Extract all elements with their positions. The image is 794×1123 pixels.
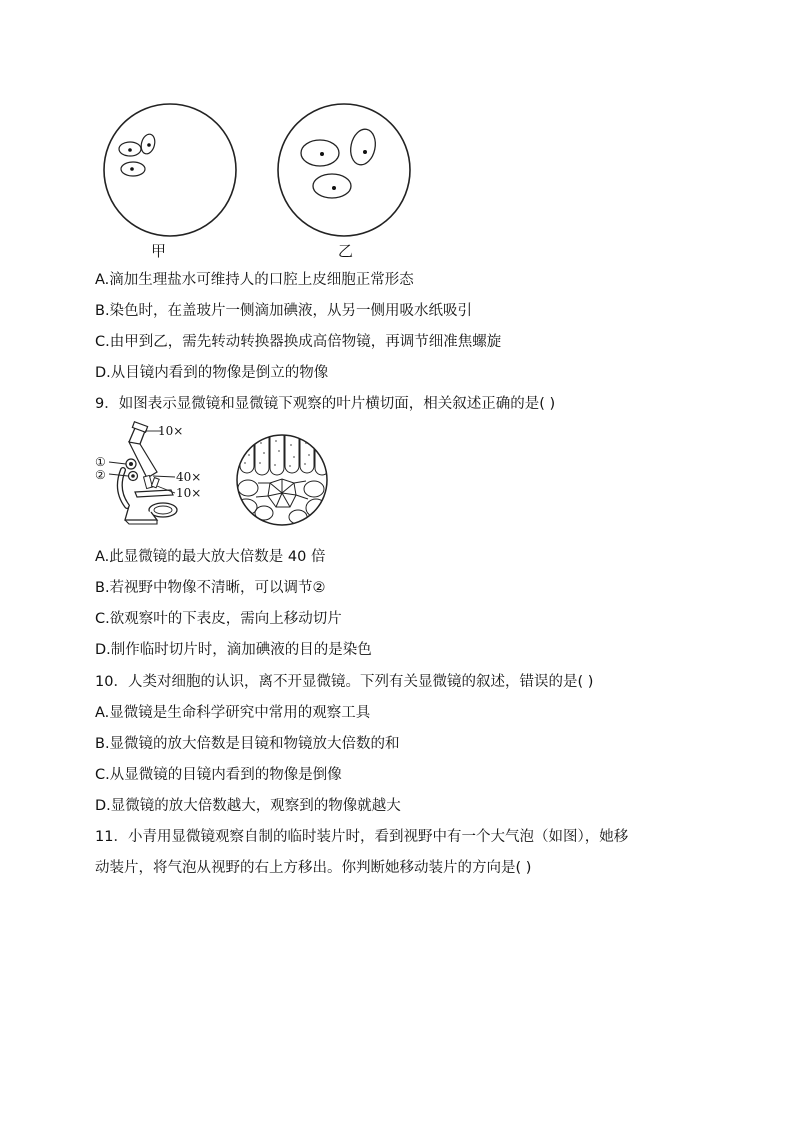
q10-option-c: C.从显微镜的目镜内看到的物像是倒像	[95, 767, 342, 783]
field-of-view-figure	[95, 98, 425, 266]
q9-option-a: A.此显微镜的最大放大倍数是 40 倍	[95, 549, 326, 565]
q8-option-a: A.滴加生理盐水可维持人的口腔上皮细胞正常形态	[95, 272, 414, 288]
q9-option-c: C.欲观察叶的下表皮，需向上移动切片	[95, 611, 342, 627]
figure-label-jia: 甲	[151, 242, 167, 260]
q8-option-c: C.由甲到乙，需先转动转换器换成高倍物镜，再调节细准焦螺旋	[95, 334, 502, 350]
field-jia	[104, 104, 236, 236]
q9-option-d: D.制作临时切片时，滴加碘液的目的是染色	[95, 642, 372, 658]
figure-label-yi: 乙	[338, 242, 354, 260]
microscope-eyepiece-label: 10×	[158, 424, 184, 438]
q9-stem: 9．如图表示显微镜和显微镜下观察的叶片横切面，相关叙述正确的是( )	[95, 396, 556, 412]
microscope-objective-high-label: 40×	[176, 470, 202, 484]
microscope-objective-low-label: 10×	[176, 486, 202, 500]
q11-stem-line1: 11．小青用显微镜观察自制的临时装片时，看到视野中有一个大气泡（如图），她移	[95, 829, 629, 845]
q8-option-b: B.染色时，在盖玻片一侧滴加碘液，从另一侧用吸水纸吸引	[95, 303, 473, 319]
microscope-part2-label: ②	[95, 468, 106, 482]
q9-option-b: B.若视野中物像不清晰，可以调节②	[95, 580, 326, 596]
leaf-cross-section-figure	[234, 433, 330, 527]
field-yi	[278, 104, 410, 236]
q8-option-d: D.从目镜内看到的物像是倒立的物像	[95, 365, 329, 381]
q10-option-d: D.显微镜的放大倍数越大，观察到的物像就越大	[95, 798, 401, 814]
q11-stem-line2: 动装片，将气泡从视野的右上方移出。你判断她移动装片的方向是( )	[95, 860, 532, 876]
q10-option-b: B.显微镜的放大倍数是目镜和物镜放大倍数的和	[95, 736, 400, 752]
q10-stem: 10．人类对细胞的认识，离不开显微镜。下列有关显微镜的叙述，错误的是( )	[95, 674, 594, 690]
microscope-part1-label: ①	[95, 455, 106, 469]
q10-option-a: A.显微镜是生命科学研究中常用的观察工具	[95, 705, 371, 721]
